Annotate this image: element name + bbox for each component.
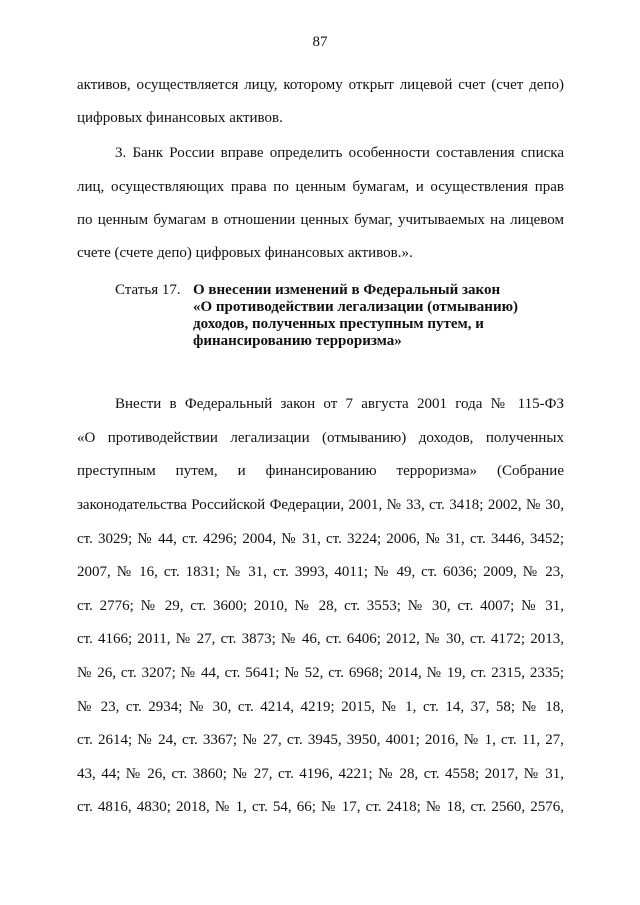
body-line-4: законодательства Российской Федерации, 2001, № 33, ст. 3418; 2002, № 30, [77,497,564,513]
article-title-line-4: финансированию терроризма» [193,333,402,349]
body-line-11: ст. 2614; № 24, ст. 3367; № 27, ст. 3945, 3950, 4001; 2016, № 1, ст. 11, 27, [77,732,564,748]
article-title-line-2: «О противодействии легализации (отмыванию) [193,299,519,315]
body-line-13: ст. 4816, 4830; 2018, № 1, ст. 54, 66; № 17, ст. 2418; № 18, ст. 2560, 2576, [77,799,564,815]
paragraph-3-line-3: по ценным бумагам в отношении ценных бумаг, учитываемых на лицевом [77,212,564,228]
paragraph-3-line-1: 3. Банк России вправе определить особенности составления списка [115,145,564,161]
article-label: Статья 17. [115,282,181,298]
intro-line-2: цифровых финансовых активов. [77,110,283,126]
body-line-12: 43, 44; № 26, ст. 3860; № 27, ст. 4196, 4221; № 28, ст. 4558; 2017, № 31, [77,766,564,782]
body-line-9: № 26, ст. 3207; № 44, ст. 5641; № 52, ст. 6968; 2014, № 19, ст. 2315, 2335; [77,665,564,681]
article-title [193,282,573,350]
intro-line-1: активов, осуществляется лицу, которому открыт лицевой счет (счет депо) [77,77,564,93]
body-line-10: № 23, ст. 2934; № 30, ст. 4214, 4219; 2015, № 1, ст. 14, 37, 58; № 18, [77,699,564,715]
body-line-7: ст. 2776; № 29, ст. 3600; 2010, № 28, ст. 3553; № 30, ст. 4007; № 31, [77,598,564,614]
body-line-1: Внести в Федеральный закон от 7 августа 2001 года № 115-ФЗ [115,396,564,412]
page-number: 87 [312,34,328,50]
body-line-5: ст. 3029; № 44, ст. 4296; 2004, № 31, ст. 3224; 2006, № 31, ст. 3446, 3452; [77,531,564,547]
article-title-line-3: доходов, полученных преступным путем, и [193,316,484,332]
paragraph-3-line-4: счете (счете депо) цифровых финансовых активов.». [77,245,413,261]
paragraph-3-line-2: лиц, осуществляющих права по ценным бумагам, и осуществления прав [77,179,564,195]
body-line-8: ст. 4166; 2011, № 27, ст. 3873; № 46, ст. 6406; 2012, № 30, ст. 4172; 2013, [77,631,564,647]
body-line-3: преступным путем, и финансированию терроризма» (Собрание [77,463,564,479]
article-title-line-1: О внесении изменений в Федеральный закон [193,282,501,298]
body-line-2: «О противодействии легализации (отмыванию) доходов, полученных [77,430,564,446]
body-line-6: 2007, № 16, ст. 1831; № 31, ст. 3993, 4011; № 49, ст. 6036; 2009, № 23, [77,564,564,580]
